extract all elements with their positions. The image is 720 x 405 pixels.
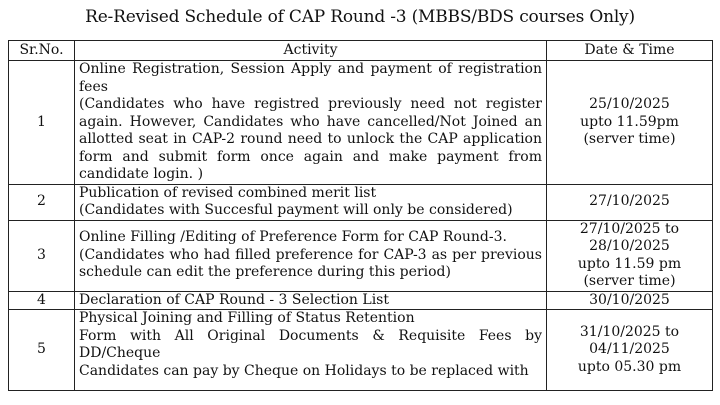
activity-text: Online Registration, Session Apply and payment of registration fees [79,61,542,95]
row-sr-no: 4 [9,291,75,310]
activity-note: (Candidates who had filled preference for CAP-3 as per previous schedule can edit the preference during this period) [79,246,542,281]
date-line: 28/10/2025 [589,238,670,254]
date-line: 27/10/2025 to [579,220,680,237]
table-row [9,220,713,291]
date-line: upto 11.59pm [580,113,679,130]
schedule-table [8,40,713,391]
activity-note: (Candidates with Succesful payment will only be considered) [79,202,513,218]
date-line: (server time) [583,273,676,289]
row-sr-no: 2 [9,184,75,220]
table-row [9,291,713,310]
row-sr-no: 3 [9,220,75,291]
table-row [9,184,713,220]
header-sr-no: Sr.No. [9,41,75,61]
page-title: Re-Revised Schedule of CAP Round -3 (MBBS/BDS courses Only) [85,7,635,27]
table-row [9,310,713,391]
row-activity [75,291,547,310]
header-date-time: Date & Time [547,41,713,61]
activity-text: Publication of revised combined merit list [79,184,377,201]
activity-text: Form with All Original Documents & Requisite Fees by DD/Cheque [79,327,542,361]
row-activity [75,61,547,185]
row-activity [75,310,547,391]
date-line: 31/10/2025 to [579,323,680,340]
activity-text: Online Filling /Editing of Preference Form for CAP Round-3. [79,229,507,246]
date-line: 30/10/2025 [589,291,670,308]
row-date-time [547,291,713,310]
row-date-time [547,184,713,220]
activity-note: (Candidates who have registred previously need not register again. However, Candidates who have cancelled/Not Joined an allotted seat in CAP-2 round need to unlock the CAP application form and submit form once again and make payment from candidate login. ) [79,96,542,182]
activity-text: Physical Joining and Filling of Status Retention [79,310,415,326]
activity-text: Declaration of CAP Round - 3 Selection List [79,291,389,308]
header-activity: Activity [75,41,547,61]
date-line: 25/10/2025 [589,96,670,112]
date-line: (server time) [583,131,676,147]
date-line: 04/11/2025 [589,341,670,358]
activity-note: Candidates can pay by Cheque on Holidays to be replaced with [79,362,529,379]
table-row [9,61,713,185]
row-date-time [547,220,713,291]
date-line: 27/10/2025 [589,193,670,210]
row-sr-no: 5 [9,310,75,391]
date-line: upto 11.59 pm [577,255,682,272]
row-activity [75,220,547,291]
row-activity [75,184,547,220]
row-date-time [547,61,713,185]
table-header-row [9,41,713,61]
row-date-time [547,310,713,391]
date-line: upto 05.30 pm [577,358,682,375]
row-sr-no: 1 [9,61,75,185]
